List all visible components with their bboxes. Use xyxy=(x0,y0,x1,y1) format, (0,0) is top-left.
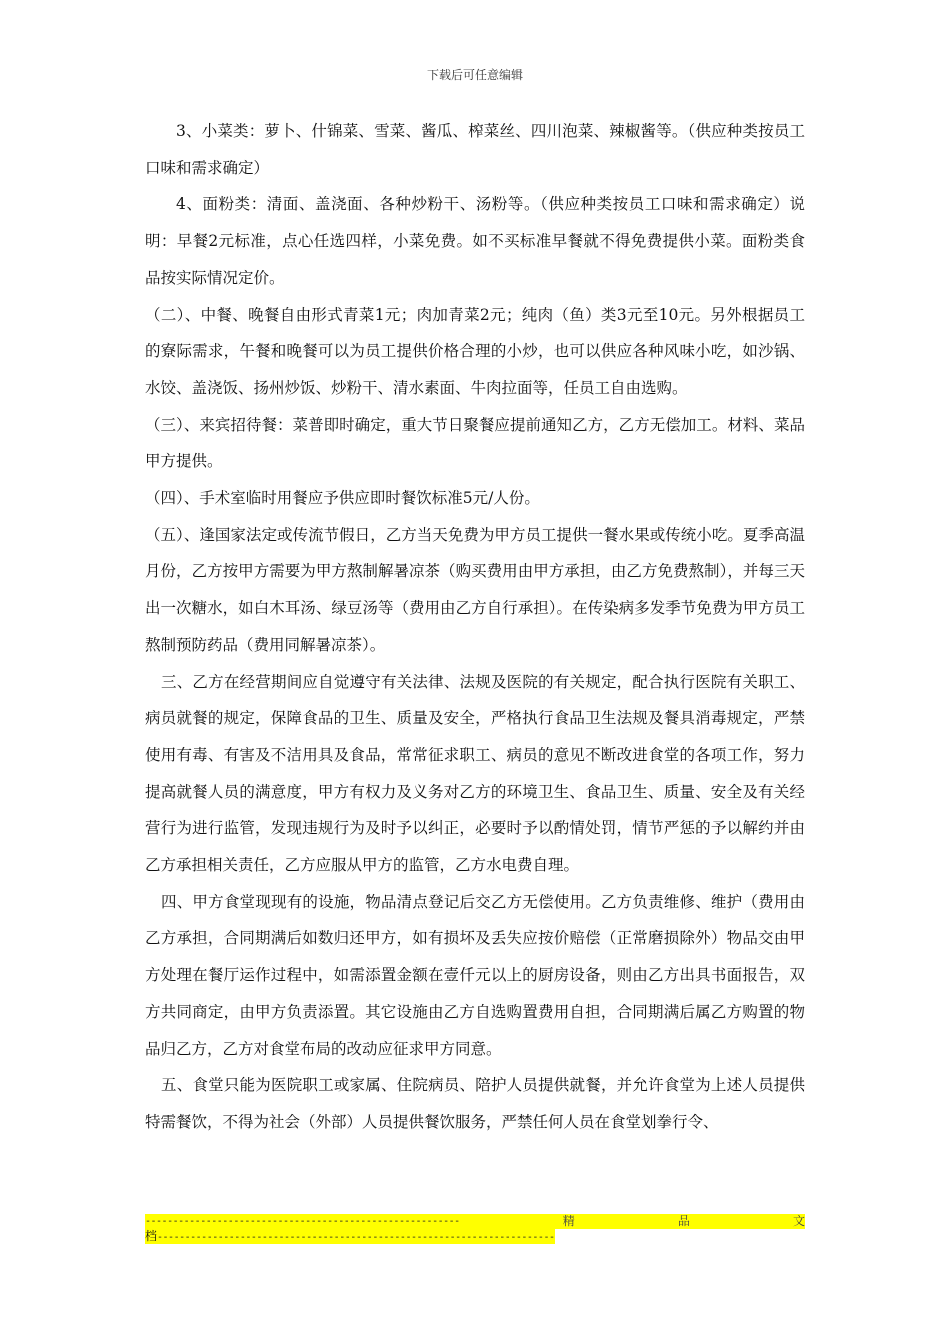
footer-char-1: 精 xyxy=(562,1214,575,1228)
footer-char-3: 文 xyxy=(792,1214,805,1228)
paragraph: 4、面粉类：清面、盖浇面、各种炒粉干、汤粉等。（供应种类按员工口味和需求确定）说明：早餐2元标准，点心任选四样，小菜免费。如不买标准早餐就不得免费提供小菜。面粉类食品按实际情况定价。 xyxy=(145,195,805,287)
document-body xyxy=(145,113,805,1141)
paragraph: （二）、中餐、晚餐自由形式青菜1元；肉加青菜2元；纯肉（鱼）类3元至10元。另外根据员工的寮际需求，午餐和晚餐可以为员工提供价格合理的小炒，也可以供应各种风味小吃，如沙锅、水饺、盖浇饭、扬州炒饭、炒粉干、清水素面、牛肉拉面等，任员工自由选购。 xyxy=(145,305,805,397)
paragraph: 四、甲方食堂现现有的设施，物品清点登记后交乙方无偿使用。乙方负责维修、维护（费用由乙方承担，合同期满后如数归还甲方，如有损坏及丢失应按价赔偿（正常磨损除外）物品交由甲方处理在餐厅运作过程中，如需添置金额在壹仟元以上的厨房设备，则由乙方出具书面报告，双方共同商定，由甲方负责添置。其它设施由乙方自选购置费用自担，合同期满后属乙方购置的物品归乙方，乙方对食堂布局的改动应征求甲方同意。 xyxy=(145,892,805,1058)
footer-line-1 xyxy=(145,1214,805,1229)
paragraph: （四）、手术室临时用餐应予供应即时餐饮标准5元/人份。 xyxy=(145,489,540,508)
footer-line-2 xyxy=(145,1229,555,1244)
footer-char-2: 品 xyxy=(677,1214,690,1228)
footer-dashes-line2: ------------------------------------------------------------------------ xyxy=(157,1232,555,1243)
paragraph: （五）、逢国家法定或传流节假日，乙方当天免费为甲方员工提供一餐水果或传统小吃。夏季高温月份，乙方按甲方需要为甲方熬制解暑凉茶（购买费用由甲方承担，由乙方免费熬制），并每三天出一次糖水，如白木耳汤、绿豆汤等（费用由乙方自行承担）。在传染病多发季节免费为甲方员工熬制预防药品（费用同解暑凉茶）。 xyxy=(145,525,805,654)
page-header: 下载后可任意编辑 xyxy=(426,68,523,82)
footer-dashes-left: --------------------------------------------------------- xyxy=(145,1216,460,1227)
paragraph: 3、小菜类：萝卜、什锦菜、雪菜、酱瓜、榨菜丝、四川泡菜、辣椒酱等。（供应种类按员工口味和需求确定） xyxy=(145,122,805,177)
footer-line2-prefix: 档 xyxy=(145,1229,158,1243)
page-footer xyxy=(145,1214,805,1244)
paragraph: 五、食堂只能为医院职工或家属、住院病员、陪护人员提供就餐，并允许食堂为上述人员提供特需餐饮，不得为社会（外部）人员提供餐饮服务，严禁任何人员在食堂划拳行令、 xyxy=(145,1076,805,1131)
paragraph: （三）、来宾招待餐：菜普即时确定，重大节日聚餐应提前通知乙方，乙方无偿加工。材料、菜品甲方提供。 xyxy=(145,415,805,471)
paragraph: 三、乙方在经营期间应自觉遵守有关法律、法规及医院的有关规定，配合执行医院有关职工、病员就餐的规定，保障食品的卫生、质量及安全，严格执行食品卫生法规及餐具消毒规定，严禁使用有毒、有害及不洁用具及食品，常常征求职工、病员的意见不断改进食堂的各项工作，努力提高就餐人员的满意度，甲方有权力及义务对乙方的环境卫生、食品卫生、质量、安全及有关经营行为进行监管，发现违规行为及时予以纠正，必要时予以酌情处罚，情节严惩的予以解约并由乙方承担相关责任，乙方应服从甲方的监管，乙方水电费自理。 xyxy=(145,672,805,875)
